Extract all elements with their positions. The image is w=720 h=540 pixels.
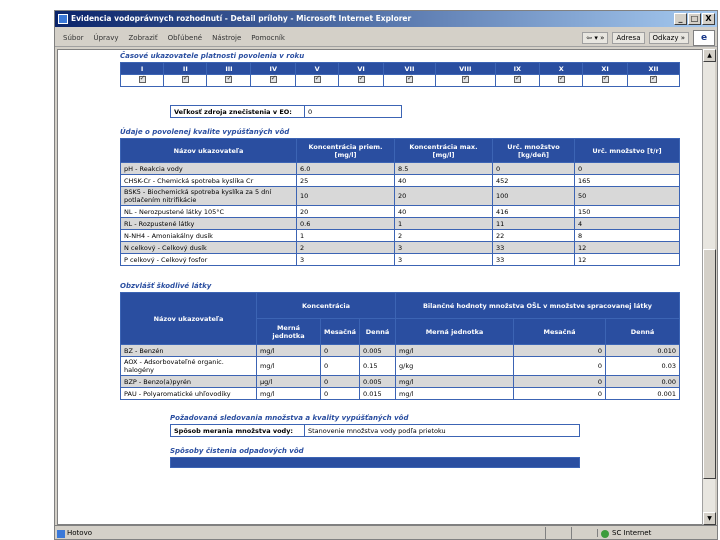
ie-icon [58,14,68,24]
maximize-button[interactable]: □ [688,13,701,25]
table-cell: 0 [514,357,606,376]
table-cell: 12 [575,254,680,266]
month-header: IX [495,63,540,75]
table-cell: BZP - Benzo(a)pyrén [121,376,257,388]
month-header: II [164,63,207,75]
table-cell: pH - Reakcia vody [121,163,297,175]
table-cell: mg/l [257,388,321,400]
month-header: XII [627,63,679,75]
title-bar [55,11,717,27]
windows-logo-icon: e [693,30,715,46]
special-header-balance: Bilančné hodnoty množstva OŠL v množstve spracovanej látky [396,293,680,319]
method-title: Požadovaná sledovania množstva a kvality vypúšťaných vôd [170,414,409,422]
table-cell: AOX - Adsorbovateľné organic. halogény [121,357,257,376]
close-button[interactable]: X [702,13,715,25]
month-checkbox[interactable] [514,76,521,83]
table-cell: 33 [493,242,575,254]
month-header: V [296,63,339,75]
special-sub-unit: Merná jednotka [257,319,321,345]
special-header-conc: Koncentrácia [257,293,396,319]
params-table [120,138,680,266]
cleaning-header [171,458,580,468]
page-content [120,50,680,468]
month-header: X [540,63,583,75]
menu-tools[interactable]: Nástroje [212,33,242,42]
month-checkbox[interactable] [314,76,321,83]
links-button[interactable]: Odkazy » [649,32,690,44]
special-title: Obzvlášť škodlivé látky [120,282,212,290]
method-table [170,424,580,437]
table-cell: g/kg [396,357,514,376]
params-header-avg: Koncentrácia priem. [mg/l] [297,139,395,163]
params-header-tyear: Urč. množstvo [t/r] [575,139,680,163]
table-cell: P celkový - Celkový fosfor [121,254,297,266]
table-cell: BSK5 - Biochemická spotreba kyslíka za 5 dní potlačením nitrifikácie [121,187,297,206]
table-row [121,187,680,206]
table-cell: 20 [297,206,395,218]
month-checkbox[interactable] [650,76,657,83]
scroll-up-icon[interactable]: ▲ [703,49,716,62]
status-bar [55,525,717,539]
month-checkbox[interactable] [462,76,469,83]
table-cell: 0.005 [360,345,396,357]
table-cell: RL - Rozpustené látky [121,218,297,230]
table-row [121,218,680,230]
menu-favorites[interactable]: Obľúbené [167,33,203,42]
month-header: I [121,63,164,75]
month-checkbox[interactable] [602,76,609,83]
table-row [121,242,680,254]
toolbar [582,30,715,46]
table-cell: 0.00 [606,376,680,388]
table-cell: 0.03 [606,357,680,376]
table-cell: N celkový - Celkový dusík [121,242,297,254]
table-cell: PAU - Polyaromatické uhľovodíky [121,388,257,400]
params-title: Údaje o povolenej kvalite vypúšťaných vôd [120,128,290,136]
source-size-label: Veľkosť zdroja znečistenia v EO: [171,106,305,118]
table-cell: 8 [575,230,680,242]
special-sub-day: Denná [360,319,396,345]
month-header: VIII [436,63,496,75]
table-cell: 3 [297,254,395,266]
table-cell: 1 [297,230,395,242]
month-checkbox[interactable] [182,76,189,83]
table-cell: 0 [493,163,575,175]
table-cell: mg/l [257,357,321,376]
table-cell: 165 [575,175,680,187]
table-cell: 2 [395,230,493,242]
table-cell: 2 [297,242,395,254]
table-row [121,230,680,242]
source-size-table [170,105,402,118]
month-header: XI [583,63,628,75]
menu-help[interactable]: Pomocník [251,33,285,42]
table-cell: 0 [514,388,606,400]
table-cell: 1 [395,218,493,230]
table-row [121,163,680,175]
table-cell: BZ - Benzén [121,345,257,357]
month-checkbox[interactable] [558,76,565,83]
table-cell: CHSK-Cr - Chemická spotreba kyslíka Cr [121,175,297,187]
table-cell: mg/l [396,376,514,388]
table-cell: 0.001 [606,388,680,400]
window-title: Evidencia vodoprávnych rozhodnutí - Detail prílohy - Microsoft Internet Explorer [71,14,412,23]
table-cell: N-NH4 - Amoniakálny dusík [121,230,297,242]
table-cell: 20 [395,187,493,206]
table-cell: 0 [514,345,606,357]
table-cell: 33 [493,254,575,266]
table-cell: 8.5 [395,163,493,175]
table-row [121,357,680,376]
months-table [120,62,680,87]
table-cell: 0 [321,345,360,357]
table-cell: 0 [575,163,680,175]
table-cell: 0.6 [297,218,395,230]
table-row [121,388,680,400]
table-cell: 12 [575,242,680,254]
table-cell: 452 [493,175,575,187]
status-zone: SC Internet [597,529,717,537]
table-cell: NL - Nerozpustené látky 105°C [121,206,297,218]
table-cell: 22 [493,230,575,242]
table-cell: 100 [493,187,575,206]
table-row [121,376,680,388]
menu-file[interactable]: Súbor [63,33,84,42]
month-checkbox[interactable] [406,76,413,83]
table-cell: 0.005 [360,376,396,388]
month-header: VI [339,63,384,75]
page-viewport [57,49,703,525]
table-cell: 0.010 [606,345,680,357]
table-cell: 0 [321,357,360,376]
special-table [120,292,680,400]
method-label: Spôsob merania množstva vody: [171,425,305,437]
table-cell: 11 [493,218,575,230]
table-cell: 150 [575,206,680,218]
table-cell: 0.015 [360,388,396,400]
scroll-down-icon[interactable]: ▼ [703,512,716,525]
table-cell: 0 [321,376,360,388]
month-checkbox[interactable] [139,76,146,83]
cleaning-table [170,457,580,468]
table-cell: 40 [395,206,493,218]
table-row [121,206,680,218]
back-button[interactable]: ⇦ ▾ » [582,32,608,44]
params-header-kgday: Urč. množstvo [kg/deň] [493,139,575,163]
table-cell: 6.0 [297,163,395,175]
menu-edit[interactable]: Úpravy [93,33,119,42]
month-header: III [207,63,251,75]
minimize-button[interactable]: _ [674,13,687,25]
source-size-value: 0 [305,106,402,118]
cleaning-title: Spôsoby čistenia odpadových vôd [170,447,304,455]
special-header-name: Názov ukazovateľa [121,293,257,345]
status-text: Hotovo [55,529,545,537]
table-row [121,254,680,266]
table-cell: 10 [297,187,395,206]
table-cell: 416 [493,206,575,218]
vertical-scrollbar[interactable] [702,49,715,525]
table-cell: 3 [395,254,493,266]
month-header: IV [251,63,296,75]
table-cell: mg/l [257,345,321,357]
special-sub-month2: Mesačná [514,319,606,345]
table-cell: 0 [321,388,360,400]
special-sub-day2: Denná [606,319,680,345]
table-cell: 50 [575,187,680,206]
table-cell: 40 [395,175,493,187]
params-header-max: Koncentrácia max. [mg/l] [395,139,493,163]
menu-view[interactable]: Zobraziť [128,33,158,42]
table-cell: 0 [514,376,606,388]
table-cell: mg/l [396,388,514,400]
scroll-thumb[interactable] [703,249,716,479]
browser-window [54,10,718,540]
month-header: VII [383,63,435,75]
table-cell: 25 [297,175,395,187]
table-cell: µg/l [257,376,321,388]
method-value: Stanovenie množstva vody podľa prietoku [305,425,580,437]
special-sub-month: Mesačná [321,319,360,345]
month-checkbox[interactable] [270,76,277,83]
table-cell: 0.15 [360,357,396,376]
months-title: Časové ukazovatele platnosti povolenia v roku [120,52,305,60]
params-header-name: Názov ukazovateľa [121,139,297,163]
month-checkbox[interactable] [358,76,365,83]
table-cell: mg/l [396,345,514,357]
table-cell: 4 [575,218,680,230]
table-row [121,175,680,187]
table-cell: 3 [395,242,493,254]
address-button[interactable]: Adresa [612,32,644,44]
table-row [121,345,680,357]
month-checkbox[interactable] [225,76,232,83]
special-sub-unit2: Merná jednotka [396,319,514,345]
